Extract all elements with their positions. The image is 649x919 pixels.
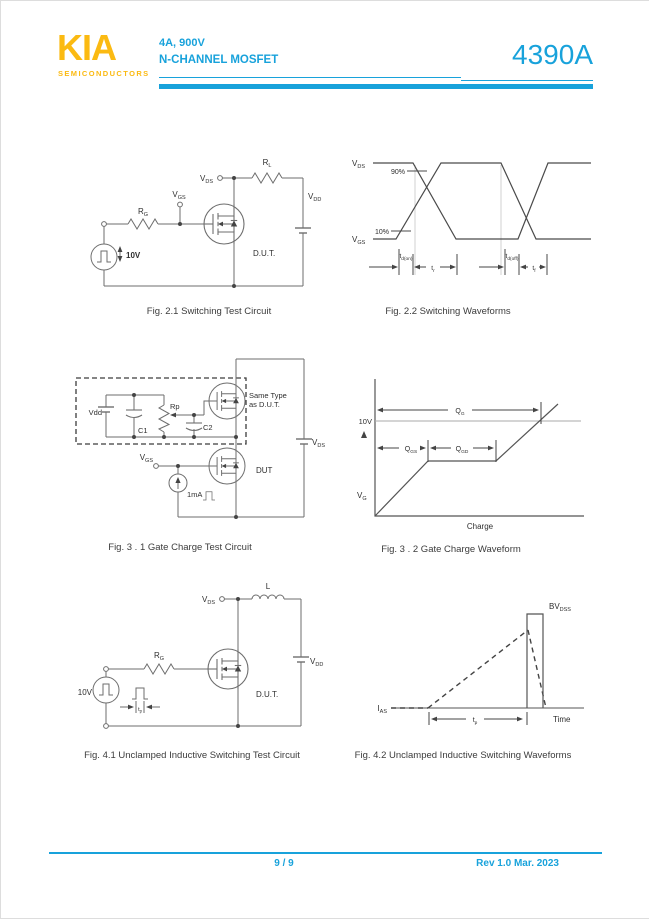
- pulse-voltage-label: 10V: [77, 688, 92, 697]
- device-rating: 4A, 900V: [159, 37, 205, 49]
- fig-4-2-caption: Fig. 4.2 Unclamped Inductive Switching Waveforms: [354, 750, 572, 761]
- c1-capacitor-symbol: [126, 410, 142, 418]
- header-rule-thick: [159, 84, 593, 89]
- circuit-wires: [104, 178, 303, 286]
- bvdss-label: $BV_{DSS}$: [549, 602, 571, 613]
- qg-label: $Q_G$: [455, 408, 465, 417]
- vdd-battery-symbol: [295, 228, 311, 233]
- pulse-generator-symbol: [91, 244, 117, 270]
- vdd-label: $V_{DD}$: [308, 192, 322, 203]
- fig-4-1-caption: Fig. 4.1 Unclamped Inductive Switching Test Circuit: [84, 750, 300, 761]
- fig-4-2-diagram: [351, 589, 611, 739]
- junction-dot: [132, 435, 136, 439]
- arrow-right: [420, 446, 426, 451]
- vds-battery-symbol: [296, 439, 312, 444]
- tf-label: $t_f$: [532, 265, 536, 274]
- arrow-left: [431, 717, 437, 722]
- fig-2-2-caption: Fig. 2.2 Switching Waveforms: [385, 306, 511, 317]
- fig-2-2-switching-waveforms: [349, 153, 619, 288]
- qgd-label: $Q_{GD}$: [455, 446, 469, 455]
- circuit-wires: [106, 599, 301, 726]
- vds-label: $V_{DS}$: [200, 174, 213, 185]
- fig-2-1-diagram: [56, 146, 346, 306]
- rl-label: $R_L$: [262, 158, 272, 169]
- same-type-label-line2: as D.U.T.: [249, 400, 280, 409]
- junction-dot: [236, 597, 240, 601]
- arrow-right: [488, 446, 494, 451]
- fig-3-1-caption: Fig. 3 . 1 Gate Charge Test Circuit: [108, 542, 252, 553]
- vds-node: [220, 597, 225, 602]
- vgs-waveform: [373, 163, 591, 239]
- brand-logo-subtext: SEMICONDUCTORS: [58, 69, 150, 78]
- arrow-right: [533, 408, 539, 413]
- c1-label: C1: [138, 426, 148, 435]
- junction-dot: [162, 435, 166, 439]
- time-label: Time: [553, 715, 571, 724]
- fig-2-1-caption: Fig. 2.1 Switching Test Circuit: [146, 306, 272, 317]
- rp-label: Rp: [170, 402, 180, 411]
- fig-4-1-uis-test-circuit: [56, 579, 356, 746]
- vgs-label: $V_{GS}$: [139, 453, 153, 464]
- ias-label: $I_{AS}$: [377, 704, 387, 715]
- brand-logo: KIA: [57, 27, 116, 68]
- arrow-down: [118, 256, 123, 262]
- header-rule-thin-left: [159, 77, 461, 78]
- dut-label: DUT: [256, 466, 273, 475]
- mosfet-symbol: [204, 204, 244, 244]
- input-node: [104, 667, 109, 672]
- vdd-label: $V_{DD}$: [310, 657, 324, 668]
- vdd-battery-symbol: [293, 657, 309, 662]
- vds-waveform: [373, 163, 591, 239]
- current-pulse-glyph: [203, 492, 215, 500]
- fig-2-2-diagram: [349, 153, 619, 283]
- arrow-left: [377, 408, 383, 413]
- inductor-symbol: [252, 595, 284, 599]
- junction-dot: [192, 435, 196, 439]
- vg-axis-arrow: [361, 431, 367, 438]
- arrow-up: [118, 246, 123, 252]
- dut-label: D.U.T.: [256, 690, 279, 699]
- vgs-label: $V_{GS}$: [352, 235, 366, 246]
- footer-rule: [49, 852, 602, 854]
- arrow-right: [540, 265, 546, 270]
- part-number: 4390A: [512, 39, 593, 70]
- gate-resistor-symbol: [128, 219, 158, 229]
- dut-mosfet-symbol: [209, 448, 245, 484]
- arrow-left: [430, 446, 436, 451]
- page-number: 9 / 9: [274, 858, 294, 869]
- tr-label: $t_r$: [431, 265, 435, 274]
- vgs-node: [154, 464, 159, 469]
- rg-label: $R_G$: [137, 207, 149, 218]
- vds-label: $V_{DS}$: [352, 159, 365, 170]
- current-value-label: 1mA: [187, 490, 203, 499]
- ten-percent-label: 10%: [374, 229, 389, 236]
- same-type-label-line1: Same Type: [249, 391, 287, 400]
- input-node: [102, 222, 107, 227]
- junction-dot: [178, 222, 182, 226]
- fig-3-1-diagram: [56, 349, 366, 534]
- vds-label: $V_{DS}$: [312, 438, 325, 449]
- level-marks: [391, 171, 427, 231]
- junction-dot: [232, 176, 236, 180]
- ten-volt-label: 10V: [358, 417, 372, 426]
- junction-dot: [236, 724, 240, 728]
- timing-guides: [415, 165, 501, 275]
- driver-mosfet-symbol: [209, 383, 245, 419]
- tp-label: $t_p$: [472, 717, 478, 726]
- mosfet-symbol: [208, 649, 248, 689]
- pulse-generator-symbol: [93, 677, 119, 703]
- arrow-right: [392, 265, 398, 270]
- qgs-label: $Q_{GS}$: [404, 446, 418, 455]
- current-waveform-dashed: [391, 630, 546, 708]
- tp-dimension: [429, 712, 527, 725]
- device-type: N-CHANNEL MOSFET: [159, 54, 279, 66]
- fig-4-1-diagram: [56, 579, 356, 741]
- revision-label: Rev 1.0 Mar. 2023: [476, 858, 559, 869]
- return-node: [104, 724, 109, 729]
- x-axis-label: Charge: [466, 522, 494, 531]
- junction-dot: [176, 464, 180, 468]
- fig-3-2-gate-charge-waveform: [353, 363, 603, 543]
- vgs-label: $V_{GS}$: [172, 190, 186, 201]
- rg-label: $R_G$: [153, 651, 165, 662]
- junction-dot: [234, 435, 238, 439]
- junction-dot: [192, 413, 196, 417]
- gate-current-source-symbol: [169, 474, 187, 492]
- tp-label: $t_p$: [138, 707, 142, 714]
- fig-3-2-caption: Fig. 3 . 2 Gate Charge Waveform: [381, 544, 521, 555]
- c2-label: C2: [203, 423, 213, 432]
- td-off-label: $t_{d(off)}$: [505, 253, 519, 262]
- arrow-left: [520, 265, 526, 270]
- fig-2-1-switching-test-circuit: [56, 146, 346, 311]
- ninety-percent-label: 90%: [390, 169, 405, 176]
- vdd-label: Vdd: [88, 408, 102, 417]
- arrow-right: [450, 265, 456, 270]
- wiper-arrow: [170, 413, 176, 418]
- header-rule-thin-right: [461, 80, 593, 81]
- vg-label: $V_G$: [357, 491, 367, 502]
- td-on-label: $t_{d(on)}$: [399, 253, 413, 262]
- junction-dot: [132, 393, 136, 397]
- gate-pulse-glyph: [132, 688, 148, 699]
- fig-3-2-diagram: [353, 363, 603, 538]
- timing-ticks: [399, 249, 547, 275]
- load-resistor-symbol: [252, 173, 282, 183]
- rp-potentiometer-symbol: [159, 405, 169, 432]
- pulse-voltage-label: 10V: [126, 251, 141, 260]
- gate-resistor-symbol: [144, 664, 174, 674]
- vds-label: $V_{DS}$: [202, 595, 215, 606]
- arrow-left: [146, 705, 152, 710]
- dut-label: D.U.T.: [253, 249, 276, 258]
- arrow-left: [377, 446, 383, 451]
- arrow-right: [128, 705, 134, 710]
- fig-4-2-uis-waveforms: [351, 589, 611, 744]
- vgs-node: [178, 202, 183, 207]
- vds-node: [218, 176, 223, 181]
- fig-3-1-gate-charge-test-circuit: [56, 349, 366, 539]
- junction-dot: [234, 515, 238, 519]
- inductor-label: L: [265, 582, 271, 591]
- arrow-right: [517, 717, 523, 722]
- junction-dot: [232, 284, 236, 288]
